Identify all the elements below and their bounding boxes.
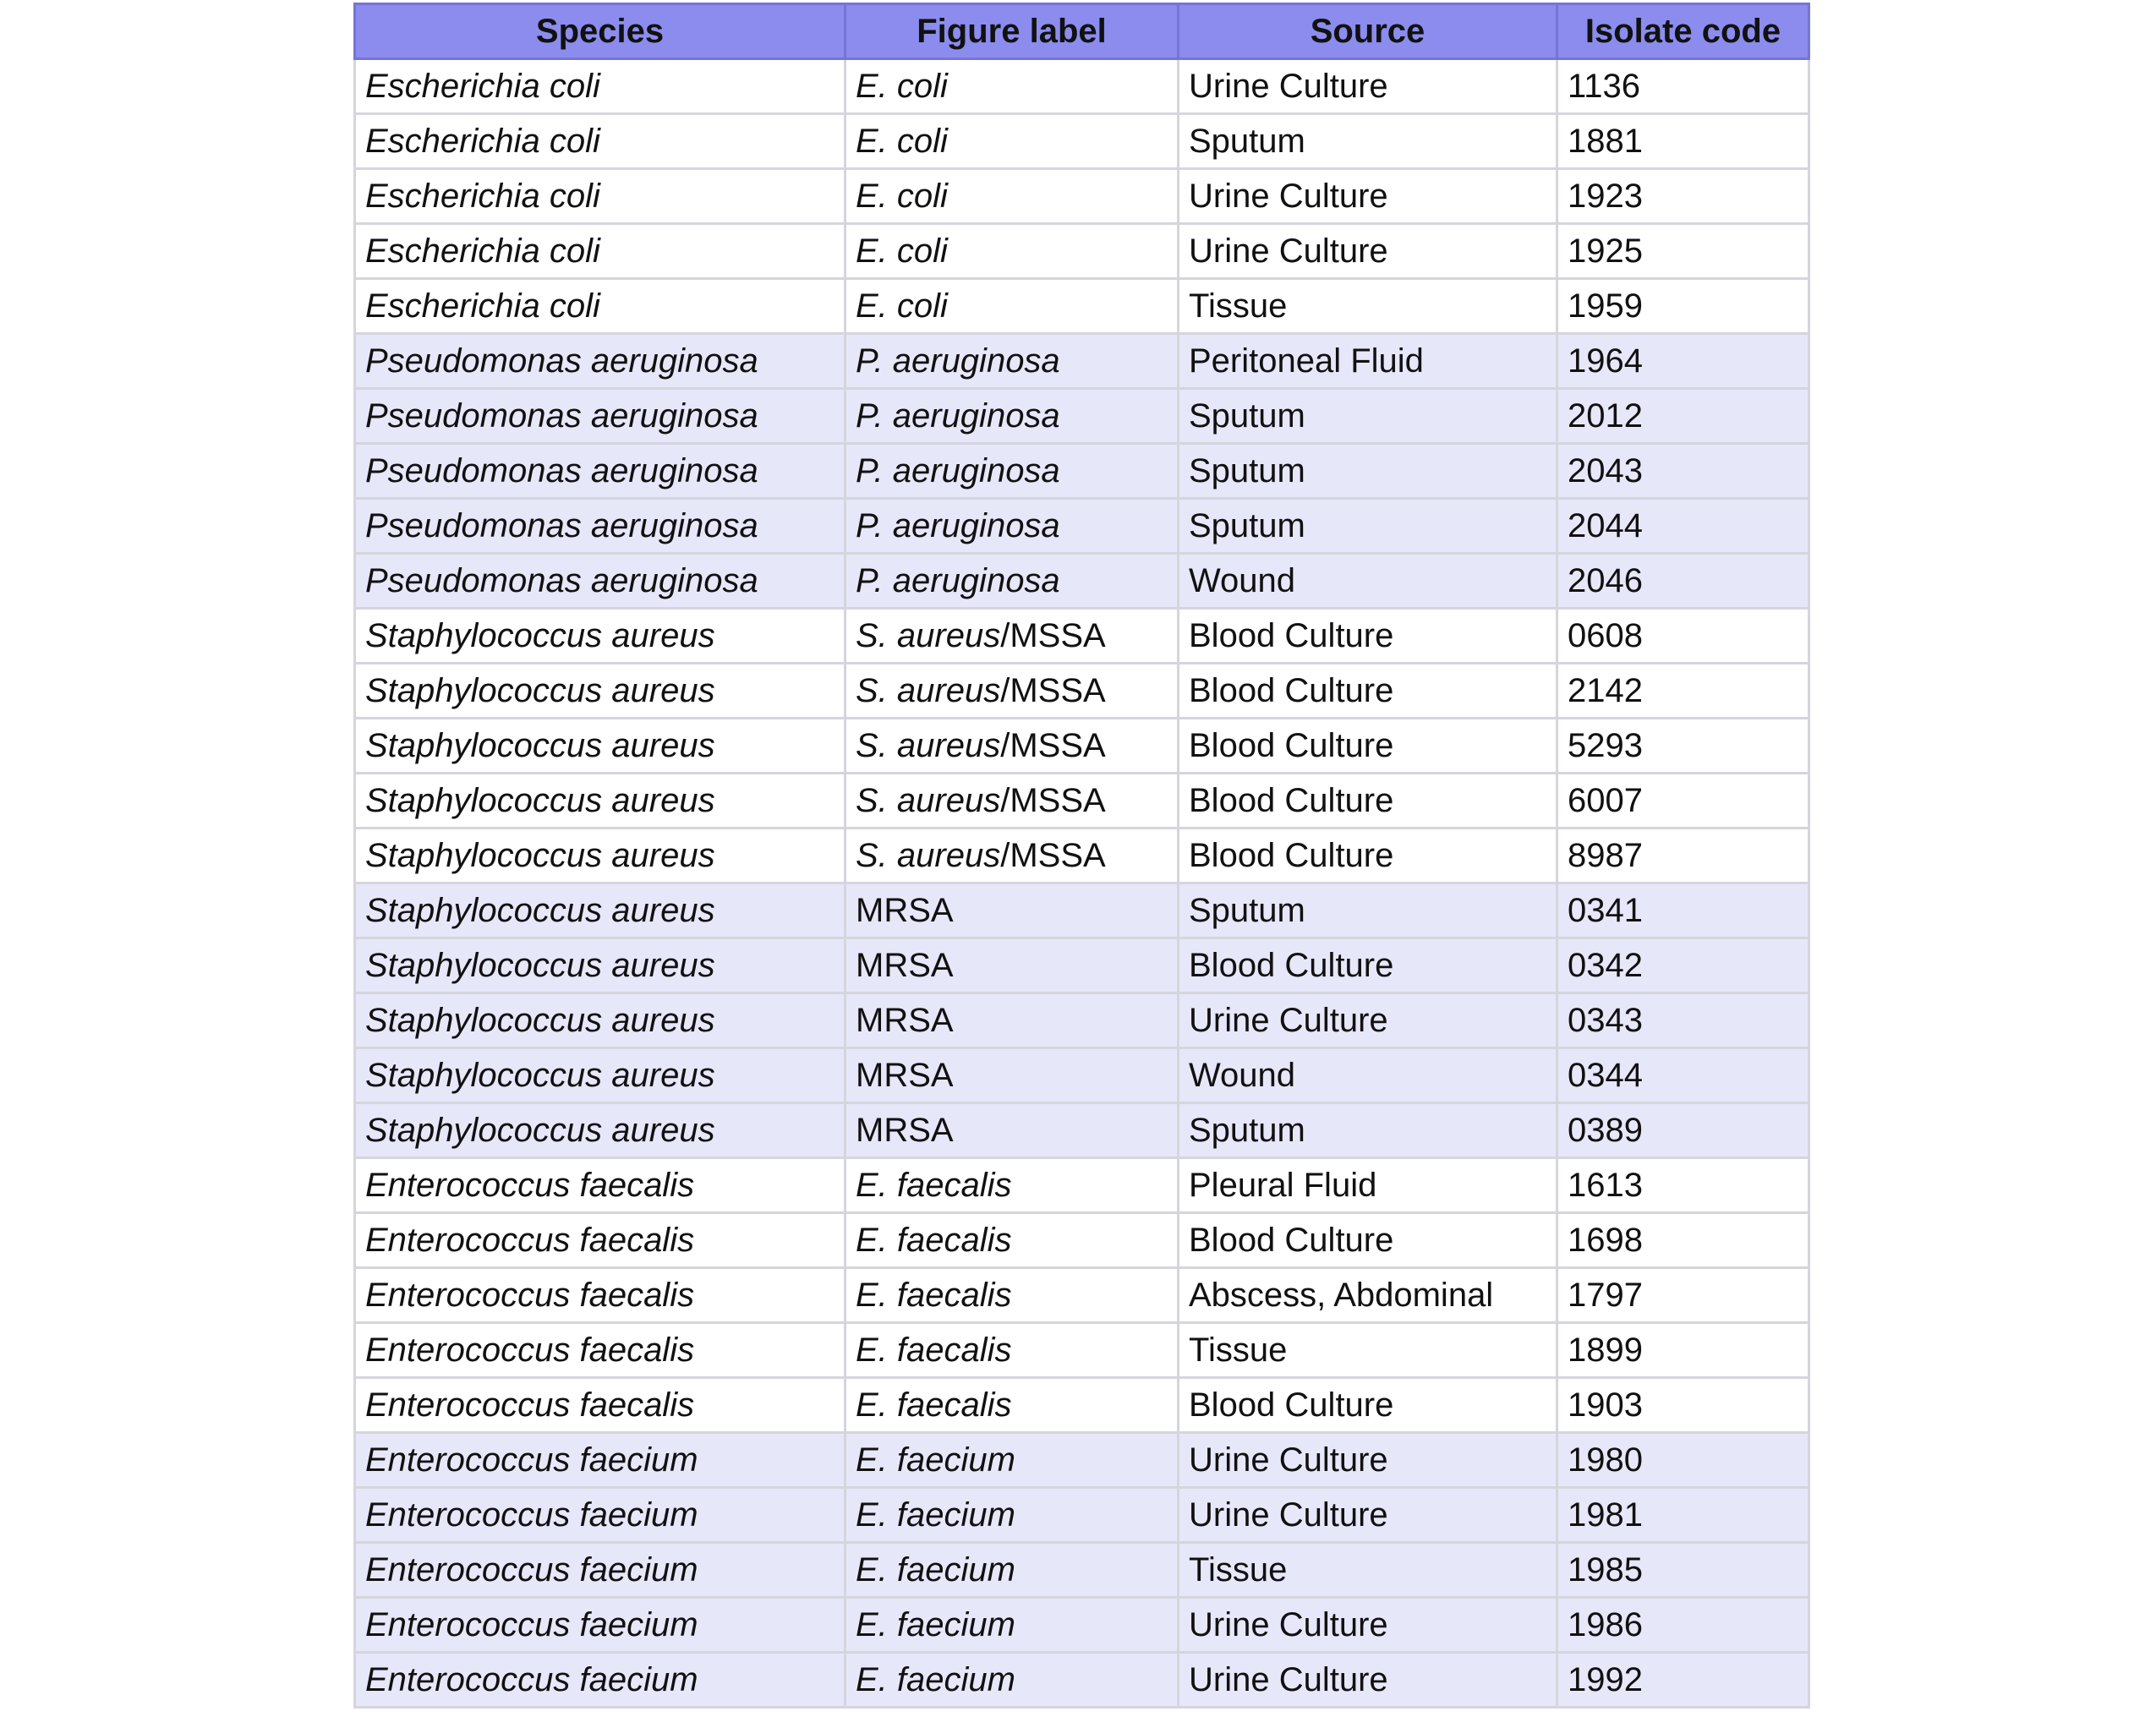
source-cell: Sputum [1179,114,1557,169]
figure-label-plain: /MSSA [1000,837,1106,874]
figure-label-plain: /MSSA [1000,617,1106,654]
source-cell: Tissue [1179,1543,1557,1598]
table-row [355,828,1809,883]
species-cell: Enterococcus faecalis [355,1158,845,1213]
source-cell: Sputum [1179,389,1557,444]
species-cell: Enterococcus faecalis [355,1378,845,1433]
isolate-code-cell: 0343 [1557,993,1809,1048]
figure-label-italic: E. faecium [856,1606,1015,1643]
figure-label-cell [845,609,1179,664]
species-cell: Escherichia coli [355,169,845,224]
species-cell: Escherichia coli [355,279,845,334]
figure-label-italic: S. aureus [856,672,1001,709]
figure-label-cell [845,719,1179,774]
figure-label-cell [845,993,1179,1048]
table-row [355,169,1809,224]
species-cell: Enterococcus faecium [355,1433,845,1488]
source-cell: Peritoneal Fluid [1179,334,1557,389]
species-cell: Enterococcus faecium [355,1488,845,1543]
figure-label-cell [845,1048,1179,1103]
isolate-code-cell: 1136 [1557,59,1809,114]
source-cell: Blood Culture [1179,1213,1557,1268]
species-cell: Staphylococcus aureus [355,993,845,1048]
species-cell: Pseudomonas aeruginosa [355,499,845,554]
source-cell: Tissue [1179,1323,1557,1378]
figure-label-cell [845,499,1179,554]
figure-label-cell [845,828,1179,883]
figure-label-cell [845,1158,1179,1213]
header-isolate-code: Isolate code [1557,4,1809,59]
table-row [355,279,1809,334]
isolate-code-cell: 1881 [1557,114,1809,169]
source-cell: Abscess, Abdominal [1179,1268,1557,1323]
species-cell: Enterococcus faecium [355,1598,845,1653]
species-cell: Staphylococcus aureus [355,828,845,883]
isolate-code-cell: 1613 [1557,1158,1809,1213]
source-cell: Urine Culture [1179,59,1557,114]
table-header [355,4,1809,59]
table-row [355,499,1809,554]
source-cell: Urine Culture [1179,1598,1557,1653]
figure-label-cell [845,279,1179,334]
figure-label-italic: E. faecalis [856,1222,1012,1259]
isolate-code-cell: 0608 [1557,609,1809,664]
table-row [355,1653,1809,1708]
source-cell: Blood Culture [1179,774,1557,828]
isolate-code-cell: 8987 [1557,828,1809,883]
species-cell: Pseudomonas aeruginosa [355,334,845,389]
species-cell: Escherichia coli [355,224,845,279]
figure-label-italic: S. aureus [856,727,1001,764]
isolate-code-cell: 1986 [1557,1598,1809,1653]
figure-label-plain: /MSSA [1000,672,1106,709]
figure-label-cell [845,1488,1179,1543]
species-cell: Staphylococcus aureus [355,938,845,993]
isolate-code-cell: 1797 [1557,1268,1809,1323]
table-row [355,664,1809,719]
isolate-code-cell: 1980 [1557,1433,1809,1488]
isolate-code-cell: 1698 [1557,1213,1809,1268]
isolate-code-cell: 1992 [1557,1653,1809,1708]
isolate-code-cell: 1899 [1557,1323,1809,1378]
isolate-code-cell: 0344 [1557,1048,1809,1103]
source-cell: Blood Culture [1179,828,1557,883]
isolate-code-cell: 0341 [1557,883,1809,938]
species-cell: Staphylococcus aureus [355,609,845,664]
source-cell: Blood Culture [1179,664,1557,719]
figure-label-plain: MRSA [856,892,954,929]
source-cell: Tissue [1179,279,1557,334]
figure-label-italic: S. aureus [856,837,1001,874]
species-cell: Enterococcus faecalis [355,1268,845,1323]
isolate-code-cell: 1925 [1557,224,1809,279]
source-cell: Blood Culture [1179,938,1557,993]
figure-label-italic: E. faecium [856,1661,1015,1698]
source-cell: Urine Culture [1179,993,1557,1048]
source-cell: Urine Culture [1179,1653,1557,1708]
figure-label-cell [845,389,1179,444]
figure-label-italic: P. aeruginosa [856,507,1060,544]
isolate-code-cell: 0389 [1557,1103,1809,1158]
figure-label-italic: P. aeruginosa [856,452,1060,489]
figure-label-italic: E. coli [856,287,948,325]
table-row [355,1598,1809,1653]
figure-label-italic: P. aeruginosa [856,562,1060,599]
figure-label-italic: E. faecium [856,1551,1015,1589]
species-cell: Enterococcus faecium [355,1653,845,1708]
source-cell: Urine Culture [1179,224,1557,279]
species-cell: Pseudomonas aeruginosa [355,554,845,609]
isolate-code-cell: 5293 [1557,719,1809,774]
species-cell: Enterococcus faecalis [355,1323,845,1378]
source-cell: Blood Culture [1179,1378,1557,1433]
figure-label-cell [845,224,1179,279]
table-row [355,1488,1809,1543]
header-figure-label: Figure label [845,4,1179,59]
species-cell: Staphylococcus aureus [355,883,845,938]
table-row [355,334,1809,389]
source-cell: Sputum [1179,499,1557,554]
figure-label-italic: E. coli [856,123,948,160]
figure-label-italic: E. coli [856,232,948,270]
isolate-code-cell: 0342 [1557,938,1809,993]
figure-label-italic: E. faecalis [856,1332,1012,1369]
source-cell: Sputum [1179,444,1557,499]
header-species: Species [355,4,845,59]
isolate-code-cell: 1985 [1557,1543,1809,1598]
table-row [355,1433,1809,1488]
table-row [355,1543,1809,1598]
figure-label-cell [845,334,1179,389]
figure-label-cell [845,554,1179,609]
species-cell: Pseudomonas aeruginosa [355,444,845,499]
figure-label-plain: /MSSA [1000,782,1106,819]
figure-label-cell [845,664,1179,719]
figure-label-cell [845,1103,1179,1158]
species-cell: Staphylococcus aureus [355,1103,845,1158]
figure-label-cell [845,883,1179,938]
source-cell: Blood Culture [1179,719,1557,774]
figure-label-cell [845,1378,1179,1433]
table-row [355,554,1809,609]
isolate-code-cell: 2142 [1557,664,1809,719]
source-cell: Urine Culture [1179,1488,1557,1543]
figure-label-italic: P. aeruginosa [856,342,1060,380]
source-cell: Wound [1179,554,1557,609]
species-cell: Escherichia coli [355,114,845,169]
source-cell: Urine Culture [1179,1433,1557,1488]
figure-label-italic: S. aureus [856,782,1001,819]
isolate-table [353,3,1810,1709]
header-source: Source [1179,4,1557,59]
figure-label-italic: E. coli [856,68,948,105]
species-cell: Enterococcus faecalis [355,1213,845,1268]
table-row [355,938,1809,993]
figure-label-cell [845,1323,1179,1378]
isolate-code-cell: 2012 [1557,389,1809,444]
figure-label-italic: S. aureus [856,617,1001,654]
figure-label-italic: E. faecalis [856,1277,1012,1314]
table-row [355,883,1809,938]
figure-label-plain: MRSA [856,1112,954,1149]
table-row [355,1048,1809,1103]
source-cell: Wound [1179,1048,1557,1103]
table-row [355,719,1809,774]
header-row [355,4,1809,59]
figure-label-cell [845,1543,1179,1598]
source-cell: Blood Culture [1179,609,1557,664]
isolate-code-cell: 2044 [1557,499,1809,554]
figure-label-italic: E. faecalis [856,1167,1012,1204]
isolate-code-cell: 6007 [1557,774,1809,828]
figure-label-italic: E. faecium [856,1441,1015,1479]
table-row [355,224,1809,279]
table-row [355,444,1809,499]
isolate-code-cell: 1959 [1557,279,1809,334]
source-cell: Pleural Fluid [1179,1158,1557,1213]
table-row [355,609,1809,664]
source-cell: Urine Culture [1179,169,1557,224]
figure-label-cell [845,1213,1179,1268]
species-cell: Enterococcus faecium [355,1543,845,1598]
isolate-code-cell: 2043 [1557,444,1809,499]
table-row [355,59,1809,114]
figure-label-cell [845,938,1179,993]
table-row [355,1158,1809,1213]
figure-label-cell [845,774,1179,828]
isolate-code-cell: 2046 [1557,554,1809,609]
table-row [355,1103,1809,1158]
figure-label-plain: MRSA [856,1002,954,1039]
source-cell: Sputum [1179,1103,1557,1158]
isolate-code-cell: 1903 [1557,1378,1809,1433]
figure-label-cell [845,1433,1179,1488]
source-cell: Sputum [1179,883,1557,938]
table-row [355,1378,1809,1433]
figure-label-plain: MRSA [856,1057,954,1094]
table-row [355,1213,1809,1268]
table-row [355,114,1809,169]
isolate-code-cell: 1981 [1557,1488,1809,1543]
table-row [355,774,1809,828]
figure-label-italic: E. faecium [856,1496,1015,1534]
species-cell: Pseudomonas aeruginosa [355,389,845,444]
figure-label-plain: MRSA [856,947,954,984]
figure-label-italic: E. coli [856,178,948,215]
figure-label-cell [845,1598,1179,1653]
species-cell: Staphylococcus aureus [355,719,845,774]
figure-label-cell [845,1653,1179,1708]
figure-label-italic: E. faecalis [856,1386,1012,1424]
species-cell: Escherichia coli [355,59,845,114]
figure-label-cell [845,59,1179,114]
figure-label-cell [845,1268,1179,1323]
figure-label-plain: /MSSA [1000,727,1106,764]
table-row [355,1268,1809,1323]
species-cell: Staphylococcus aureus [355,1048,845,1103]
figure-label-italic: P. aeruginosa [856,397,1060,435]
species-cell: Staphylococcus aureus [355,774,845,828]
figure-label-cell [845,169,1179,224]
species-cell: Staphylococcus aureus [355,664,845,719]
isolate-code-cell: 1923 [1557,169,1809,224]
figure-label-cell [845,114,1179,169]
figure-label-cell [845,444,1179,499]
table-body [355,59,1809,1708]
table-row [355,1323,1809,1378]
table-row [355,389,1809,444]
isolate-code-cell: 1964 [1557,334,1809,389]
table-row [355,993,1809,1048]
